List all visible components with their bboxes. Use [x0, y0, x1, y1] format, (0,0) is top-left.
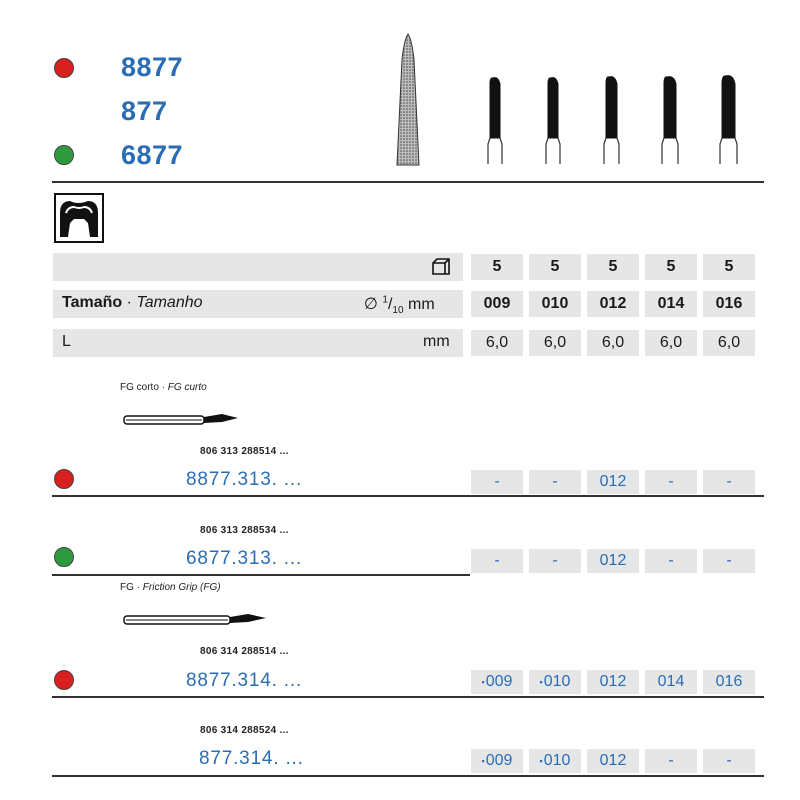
size-label: Tamaño · Tamanho [62, 294, 203, 311]
color-dot-red [54, 58, 74, 78]
product-code-8877: 8877 [121, 52, 184, 82]
article-number: 806 314 288524 ... [200, 725, 289, 736]
product-code-877: 877 [121, 96, 168, 126]
section-label-fg-corto: FG corto · FG curto [120, 382, 207, 393]
availability-cell: 012 [587, 670, 639, 694]
length-label: L [62, 333, 71, 350]
row-divider [52, 696, 764, 698]
product-code-6877: 6877 [121, 140, 184, 170]
color-dot-red [54, 670, 74, 690]
availability-cell: - [645, 549, 697, 573]
availability-cell: 012 [587, 749, 639, 773]
article-number: 806 313 288514 ... [200, 446, 289, 457]
length-unit: mm [423, 333, 450, 350]
fg-shank-icon [122, 610, 272, 630]
fg-short-shank-icon [122, 410, 242, 430]
length-cell: 6,0 [471, 330, 523, 356]
section-label-fg: FG · Friction Grip (FG) [120, 582, 221, 593]
availability-cell: ▪ 009 [471, 670, 523, 694]
reference-code: 877.314. ... [199, 748, 304, 769]
elongated-flame-bur-image [388, 30, 428, 170]
availability-cell: - [529, 470, 581, 494]
header-divider [52, 181, 764, 183]
size-cell: 012 [587, 291, 639, 317]
availability-cell: ▪ 009 [471, 749, 523, 773]
size-cell: 009 [471, 291, 523, 317]
pack-row-bg [53, 253, 463, 281]
color-dot-red [54, 469, 74, 489]
row-divider [52, 574, 470, 576]
length-cell: 6,0 [529, 330, 581, 356]
marked-size-icon: ▪ [539, 677, 543, 687]
marked-size-icon: ▪ [539, 756, 543, 766]
availability-cell: 014 [645, 670, 697, 694]
package-icon [430, 256, 454, 278]
availability-cell: - [703, 549, 755, 573]
pack-cell: 5 [703, 254, 755, 280]
article-number: 806 313 288534 ... [200, 525, 289, 536]
marked-size-icon: ▪ [481, 756, 485, 766]
reference-code: 8877.313. ... [186, 469, 303, 490]
color-dot-green [54, 547, 74, 567]
availability-cell: - [703, 749, 755, 773]
availability-cell: - [645, 749, 697, 773]
availability-cell: - [703, 470, 755, 494]
availability-cell: - [645, 470, 697, 494]
article-number: 806 314 288514 ... [200, 646, 289, 657]
bur-size-silhouette-icons [470, 70, 770, 170]
pack-cell: 5 [645, 254, 697, 280]
length-row-bg [53, 329, 463, 357]
reference-code: 8877.314. ... [186, 670, 303, 691]
size-cell: 014 [645, 291, 697, 317]
length-cell: 6,0 [587, 330, 639, 356]
row-divider [52, 495, 764, 497]
size-unit: ∅ $^1/_{10}$ mm [364, 294, 435, 317]
pack-cell: 5 [587, 254, 639, 280]
pack-cell: 5 [529, 254, 581, 280]
pack-cell: 5 [471, 254, 523, 280]
length-cell: 6,0 [703, 330, 755, 356]
availability-cell: ▪ 010 [529, 670, 581, 694]
marked-size-icon: ▪ [481, 677, 485, 687]
availability-cell: - [471, 549, 523, 573]
row-divider [52, 775, 764, 777]
availability-cell: ▪ 010 [529, 749, 581, 773]
availability-cell: 012 [587, 549, 639, 573]
length-cell: 6,0 [645, 330, 697, 356]
tooth-crown-icon [54, 193, 104, 243]
availability-cell: 016 [703, 670, 755, 694]
color-dot-green [54, 145, 74, 165]
availability-cell: - [529, 549, 581, 573]
size-cell: 010 [529, 291, 581, 317]
size-cell: 016 [703, 291, 755, 317]
reference-code: 6877.313. ... [186, 548, 303, 569]
availability-cell: - [471, 470, 523, 494]
availability-cell: 012 [587, 470, 639, 494]
